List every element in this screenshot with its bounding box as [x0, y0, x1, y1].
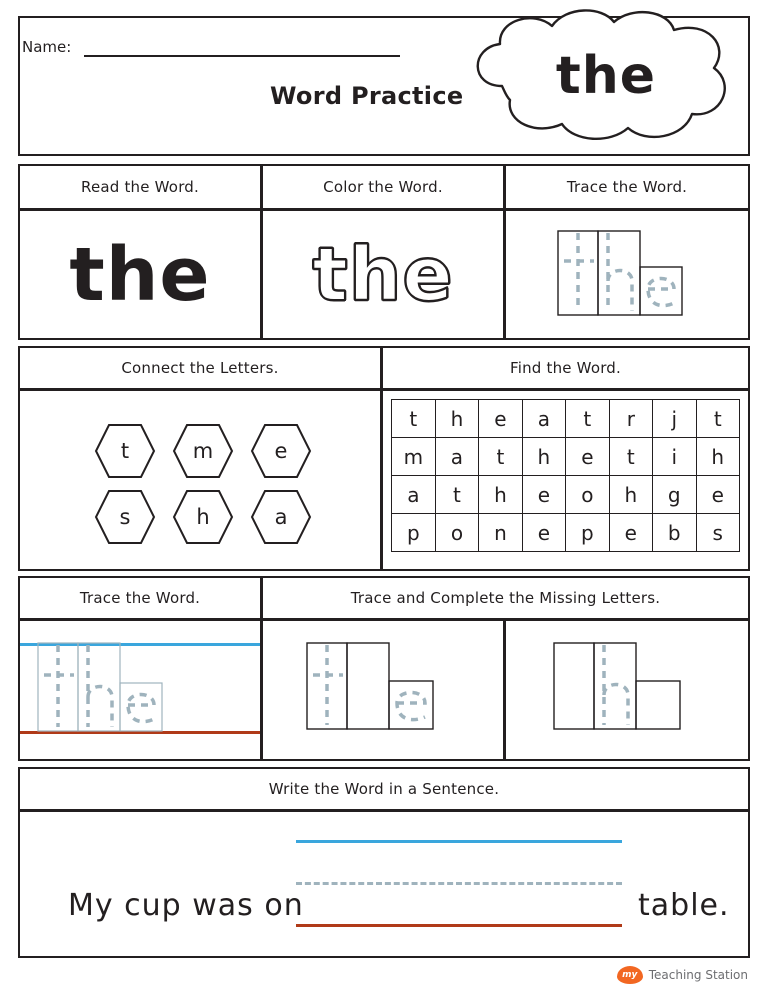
grid-cell[interactable]: t [435, 476, 478, 514]
table-row[interactable] [392, 438, 740, 476]
grid-cell[interactable]: p [566, 514, 609, 552]
grid-cell[interactable]: t [479, 438, 522, 476]
hex-letter[interactable] [172, 489, 234, 545]
find-the-word-body[interactable] [381, 389, 750, 571]
grid-cell[interactable]: h [522, 438, 565, 476]
hex-letter-label: h [196, 505, 210, 529]
trace-the-word-lines-header: Trace the Word. [18, 576, 262, 620]
grid-cell[interactable]: a [392, 476, 436, 514]
hex-letter[interactable] [250, 423, 312, 479]
name-input-line[interactable] [84, 55, 400, 57]
brand-name: Teaching Station [648, 968, 748, 982]
grid-cell[interactable]: t [696, 400, 739, 438]
grid-cell[interactable]: e [479, 400, 522, 438]
table-row[interactable] [392, 514, 740, 552]
missing-letters-panel-two[interactable] [504, 619, 750, 761]
trace-letters-te-icon[interactable] [263, 621, 503, 759]
grid-cell[interactable]: o [566, 476, 609, 514]
sentence-row [20, 812, 748, 956]
hex-letter[interactable] [250, 489, 312, 545]
grid-cell[interactable]: a [435, 438, 478, 476]
grid-cell[interactable]: e [522, 476, 565, 514]
color-the-word-body[interactable] [261, 209, 505, 340]
trace-the-word-lines-body[interactable] [18, 619, 262, 761]
hex-letter-label: e [274, 439, 288, 463]
name-label: Name: [22, 38, 72, 56]
trace-letter-h-icon[interactable] [506, 621, 748, 759]
trace-word-guide-icon[interactable] [506, 211, 748, 338]
connect-the-letters-body[interactable] [18, 389, 382, 571]
hex-letter-label: t [120, 439, 130, 463]
grid-cell[interactable]: t [566, 400, 609, 438]
footer-logo [617, 966, 748, 984]
hex-letter-label: m [192, 439, 214, 463]
hex-letter-label: s [119, 505, 131, 529]
grid-cell[interactable]: h [609, 476, 652, 514]
writing-line-top [296, 840, 622, 843]
grid-cell[interactable]: h [479, 476, 522, 514]
read-the-word-header: Read the Word. [18, 164, 262, 210]
find-the-word-header: Find the Word. [381, 346, 750, 390]
write-sentence-header: Write the Word in a Sentence. [18, 767, 750, 811]
letter-search-grid[interactable] [391, 399, 740, 552]
writing-line-bottom [296, 924, 622, 927]
grid-cell[interactable]: e [522, 514, 565, 552]
missing-letters-header: Trace and Complete the Missing Letters. [261, 576, 750, 620]
missing-letters-panel-one[interactable] [261, 619, 505, 761]
grid-cell[interactable]: h [696, 438, 739, 476]
hex-letter-label: a [274, 505, 288, 529]
grid-cell[interactable]: p [392, 514, 436, 552]
connect-the-letters-header: Connect the Letters. [18, 346, 382, 390]
read-the-word-body [18, 209, 262, 340]
color-the-word-header: Color the Word. [261, 164, 505, 210]
grid-cell[interactable]: r [609, 400, 652, 438]
grid-cell[interactable]: e [696, 476, 739, 514]
hex-letter[interactable] [94, 489, 156, 545]
grid-cell[interactable]: e [566, 438, 609, 476]
grid-cell[interactable]: s [696, 514, 739, 552]
read-word-text: the [69, 231, 211, 318]
grid-cell[interactable]: t [392, 400, 436, 438]
grid-cell[interactable]: h [435, 400, 478, 438]
grid-cell[interactable]: e [609, 514, 652, 552]
page-title: Word Practice [270, 82, 464, 110]
hex-letter[interactable] [94, 423, 156, 479]
color-word-outline[interactable]: the [312, 231, 454, 318]
sentence-text-after: table. [638, 888, 730, 923]
table-row[interactable] [392, 400, 740, 438]
brand-mark-icon: my [617, 966, 643, 984]
writing-line-middle [296, 882, 622, 885]
grid-cell[interactable]: j [653, 400, 696, 438]
table-row[interactable] [392, 476, 740, 514]
sentence-text-before: My cup was on [68, 888, 304, 923]
hex-letter[interactable] [172, 423, 234, 479]
grid-cell[interactable]: i [653, 438, 696, 476]
write-sentence-body[interactable] [18, 810, 750, 958]
sentence-writing-blank[interactable] [296, 840, 622, 924]
grid-cell[interactable]: m [392, 438, 436, 476]
grid-cell[interactable]: n [479, 514, 522, 552]
grid-cell[interactable]: o [435, 514, 478, 552]
trace-word-guide-icon[interactable] [20, 621, 260, 759]
target-word: the [555, 46, 657, 106]
grid-cell[interactable]: b [653, 514, 696, 552]
trace-the-word-header: Trace the Word. [504, 164, 750, 210]
grid-cell[interactable]: a [522, 400, 565, 438]
grid-cell[interactable]: t [609, 438, 652, 476]
hexagon-letter-grid[interactable] [20, 391, 380, 569]
grid-cell[interactable]: g [653, 476, 696, 514]
trace-the-word-body[interactable] [504, 209, 750, 340]
